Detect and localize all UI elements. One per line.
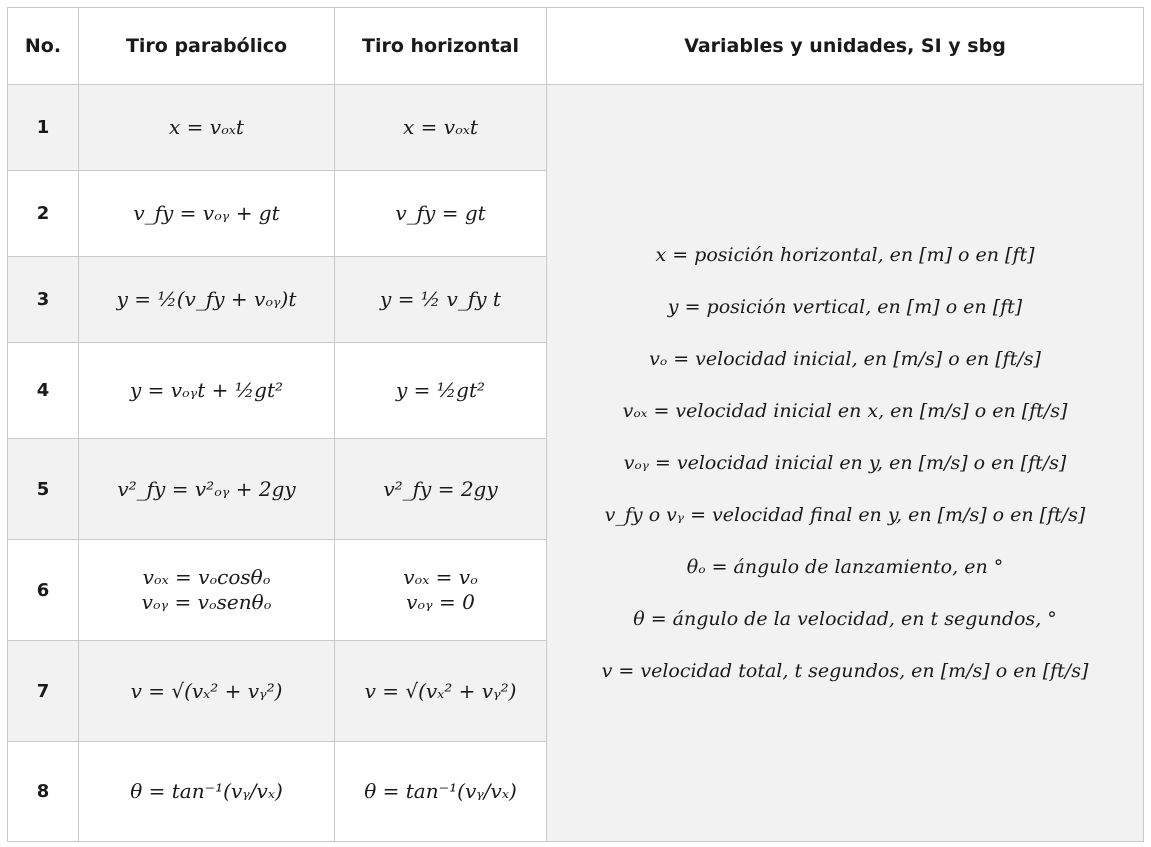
- parabolic-formula: y = ½(v_fy + vₒᵧ)t: [116, 287, 297, 311]
- horizontal-formula: [335, 565, 546, 615]
- variable-definition: θ = ángulo de la velocidad, en t segundos, °: [633, 608, 1057, 630]
- header-row: [8, 8, 1144, 85]
- parabolic-formula: y = vₒᵧt + ½gt²: [129, 378, 284, 402]
- parabolic-formula: v²_fy = v²ₒᵧ + 2gy: [117, 476, 296, 501]
- variables-cell: [547, 85, 1144, 842]
- formula-line: vₒₓ = vₒcosθₒ: [142, 565, 271, 589]
- formulas-table: [7, 7, 1144, 842]
- horizontal-formula: θ = tan⁻¹(vᵧ/vₓ): [364, 779, 517, 803]
- parabolic-formula: [79, 565, 334, 615]
- variable-definition: v_fy o vᵧ = velocidad final en y, en [m/s] o en [ft/s]: [604, 504, 1086, 526]
- header-horizontal: Tiro horizontal: [335, 8, 547, 85]
- row-number: 1: [8, 85, 79, 171]
- horizontal-formula: x = vₒₓt: [403, 115, 478, 139]
- horizontal-formula: v = √(vₓ² + vᵧ²): [364, 678, 517, 703]
- variable-definition: x = posición horizontal, en [m] o en [ft]: [655, 244, 1035, 266]
- horizontal-formula: y = ½gt²: [395, 378, 485, 402]
- variable-definition: v = velocidad total, t segundos, en [m/s] o en [ft/s]: [601, 660, 1089, 682]
- variable-definition: y = posición vertical, en [m] o en [ft]: [667, 296, 1023, 318]
- formula-line: vₒᵧ = 0: [406, 590, 475, 614]
- header-parabolic: Tiro parabólico: [79, 8, 335, 85]
- horizontal-formula: y = ½ v_fy t: [380, 287, 501, 311]
- parabolic-formula: θ = tan⁻¹(vᵧ/vₓ): [130, 779, 283, 803]
- formula-line: vₒₓ = vₒ: [403, 565, 478, 589]
- variable-definition: θₒ = ángulo de lanzamiento, en °: [686, 556, 1004, 578]
- variable-definition: vₒᵧ = velocidad inicial en y, en [m/s] o en [ft/s]: [623, 452, 1067, 474]
- row-number: 7: [8, 641, 79, 742]
- horizontal-formula: v_fy = gt: [395, 201, 486, 225]
- row-number: 6: [8, 540, 79, 641]
- row-number: 3: [8, 257, 79, 343]
- header-variables: Variables y unidades, SI y sbg: [547, 8, 1144, 85]
- row-number: 2: [8, 171, 79, 257]
- formula-line: vₒᵧ = vₒsenθₒ: [141, 590, 272, 614]
- parabolic-formula: x = vₒₓt: [169, 115, 244, 139]
- horizontal-formula: v²_fy = 2gy: [383, 476, 498, 501]
- parabolic-formula: v = √(vₓ² + vᵧ²): [130, 678, 283, 703]
- variable-definition: vₒ = velocidad inicial, en [m/s] o en [ft/s]: [649, 348, 1041, 370]
- variable-definition: vₒₓ = velocidad inicial en x, en [m/s] o en [ft/s]: [622, 400, 1068, 422]
- parabolic-formula: v_fy = vₒᵧ + gt: [133, 201, 280, 225]
- table-row: [8, 85, 1144, 171]
- row-number: 4: [8, 343, 79, 439]
- row-number: 8: [8, 742, 79, 842]
- row-number: 5: [8, 439, 79, 540]
- header-no: No.: [8, 8, 79, 85]
